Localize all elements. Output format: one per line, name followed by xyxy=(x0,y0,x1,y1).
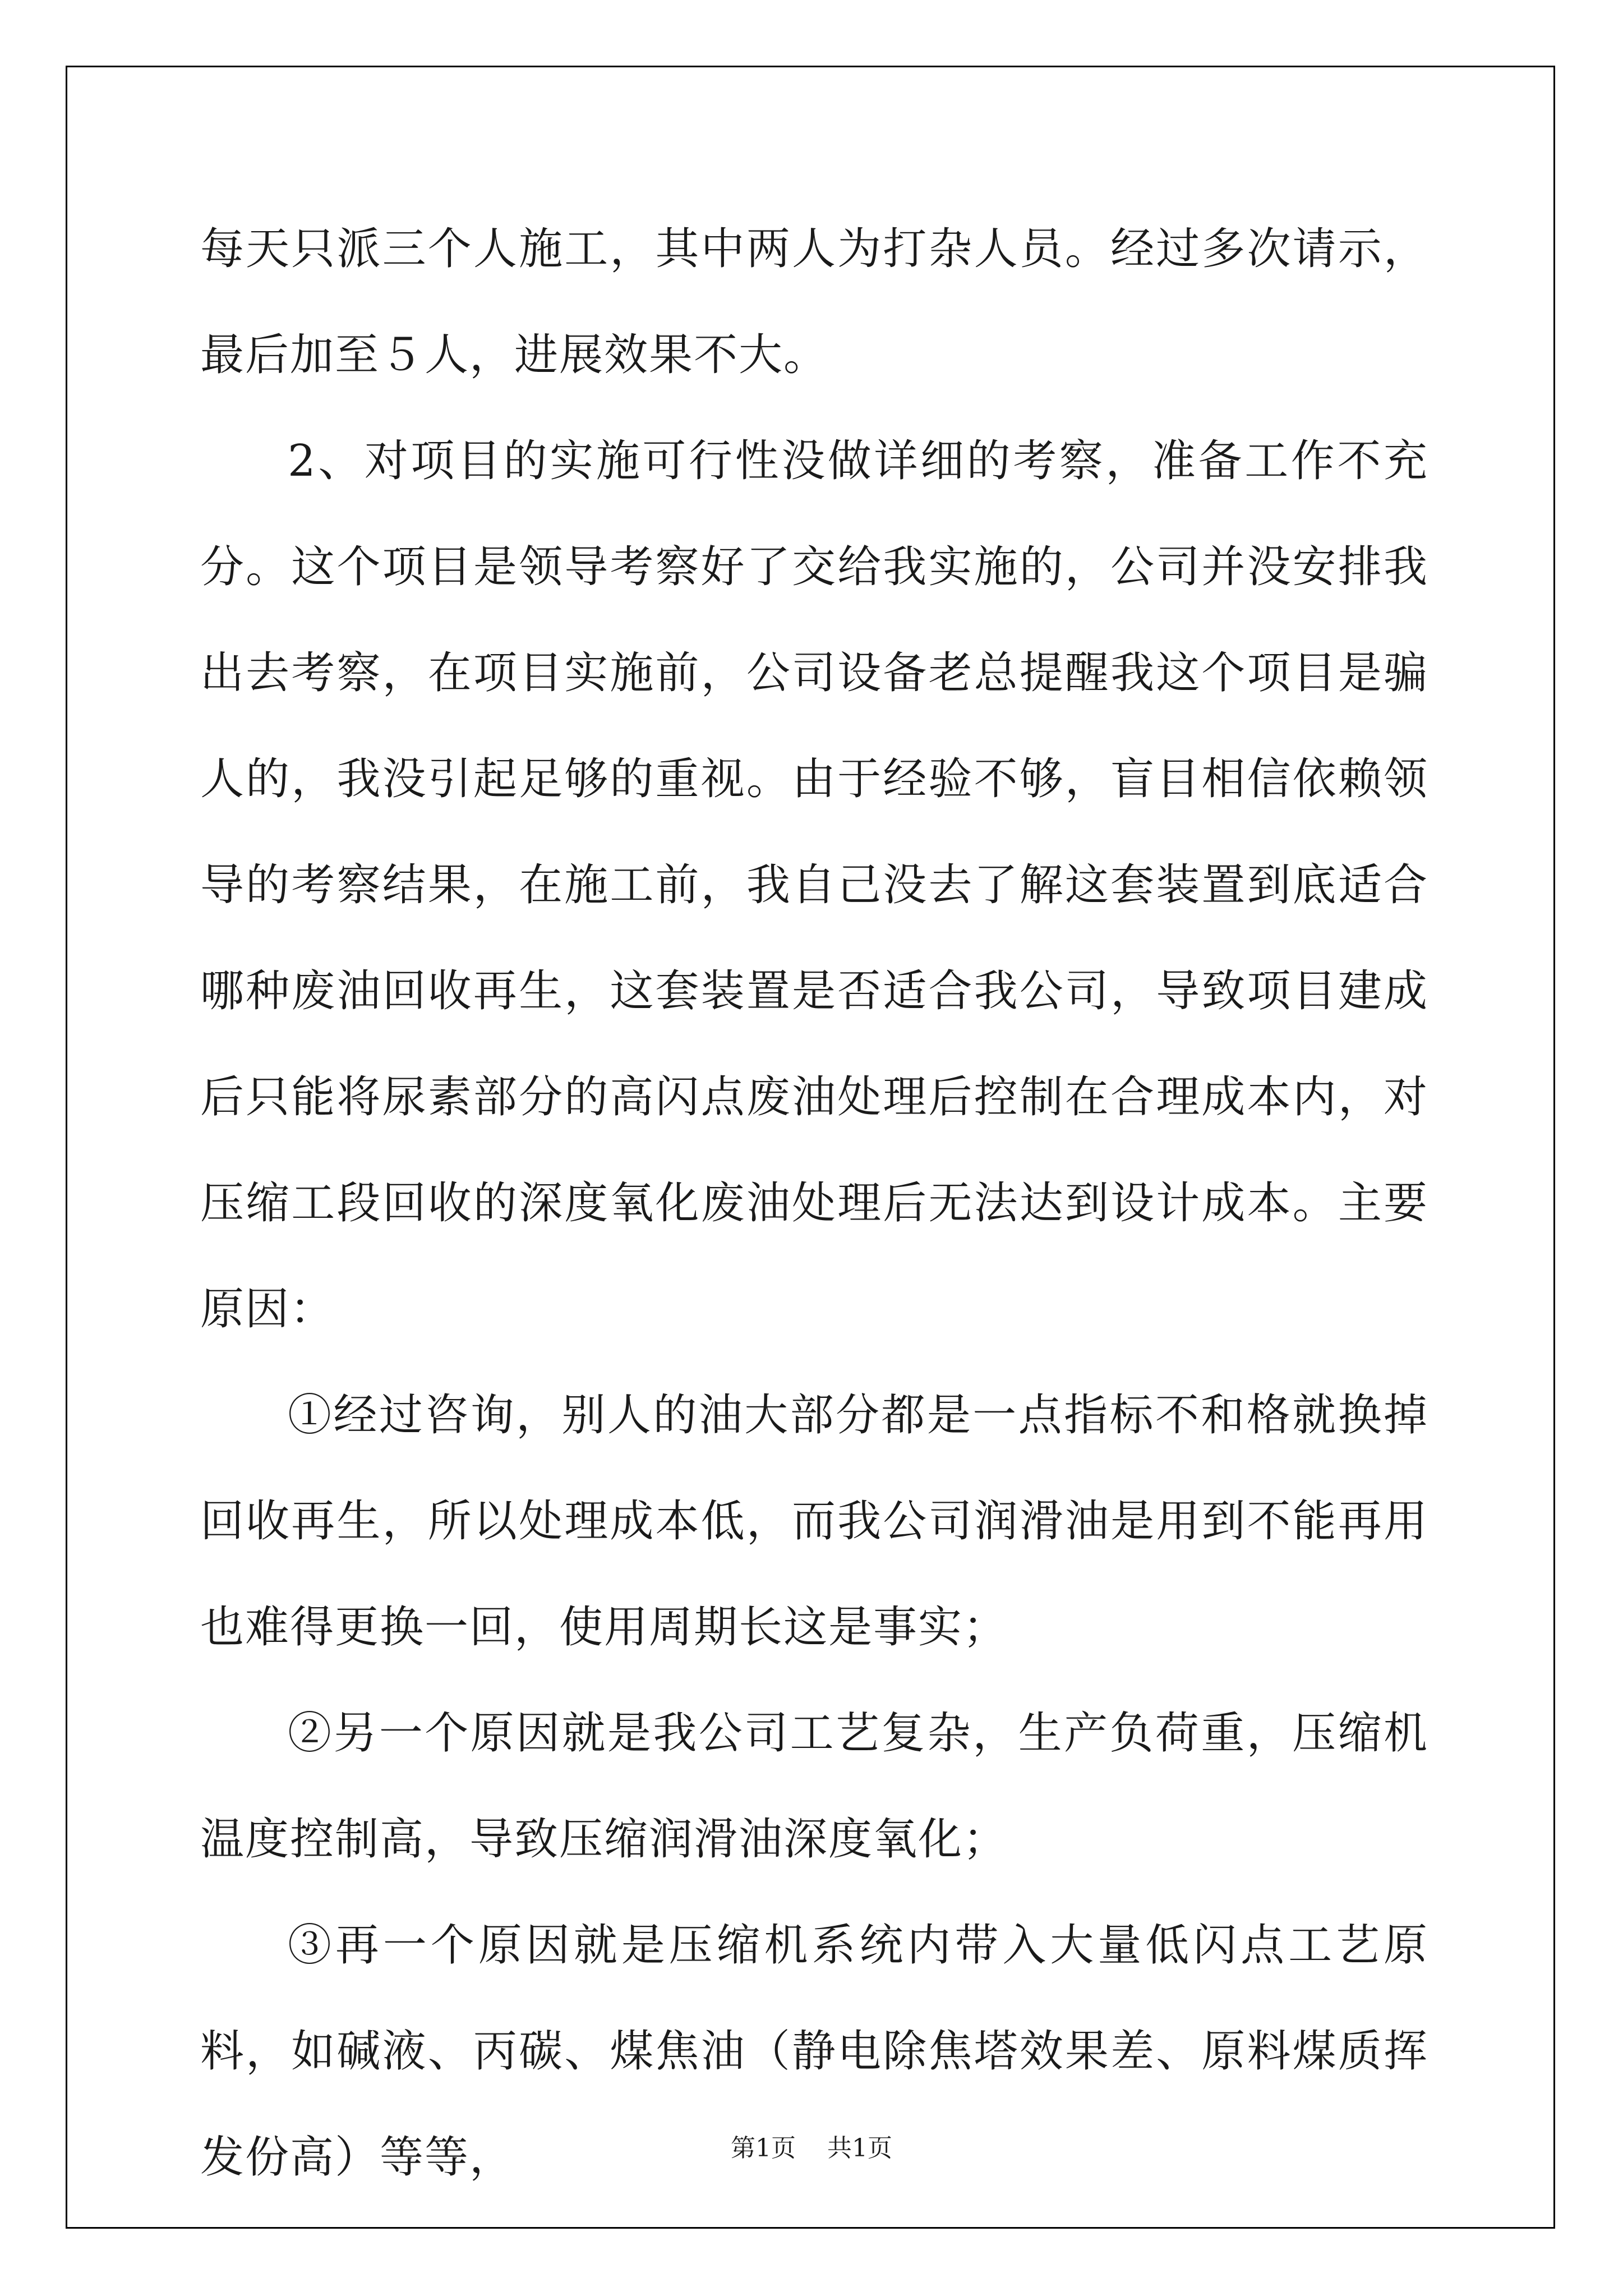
document-body xyxy=(200,196,1428,2211)
paragraph-4: ②另一个原因就是我公司工艺复杂，生产负荷重，压缩机温度控制高，导致压缩润滑油深度氧化； xyxy=(200,1708,1428,1865)
paragraph-3: ①经过咨询，别人的油大部分都是一点指标不和格就换掉回收再生，所以处理成本低，而我公司润滑油是用到不能再用也难得更换一回，使用周期长这是事实； xyxy=(200,1390,1428,1653)
page-footer xyxy=(0,2132,1623,2165)
paragraph-5: ③再一个原因就是压缩机系统内带入大量低闪点工艺原料，如碱液、丙碳、煤焦油（静电除焦塔效果差、原料煤质挥发份高）等等， xyxy=(200,1920,1428,2183)
paragraph-2: 2、对项目的实施可行性没做详细的考察，准备工作不充分。这个项目是领导考察好了交给我实施的，公司并没安排我出去考察，在项目实施前，公司设备老总提醒我这个项目是骗人的，我没引起足够的重视。由于经验不够，盲目相信依赖领导的考察结果，在施工前，我自己没去了解这套装置到底适合哪种废油回收再生，这套装置是否适合我公司，导致项目建成后只能将尿素部分的高闪点废油处理后控制在合理成本内，对压缩工段回收的深度氧化废油处理后无法达到设计成本。主要原因： xyxy=(200,436,1428,1335)
paragraph-1: 每天只派三个人施工，其中两人为打杂人员。经过多次请示，最后加至５人，进展效果不大。 xyxy=(200,224,1428,380)
page-number: 第1页 xyxy=(731,2134,796,2162)
page-total: 共1页 xyxy=(827,2134,892,2162)
